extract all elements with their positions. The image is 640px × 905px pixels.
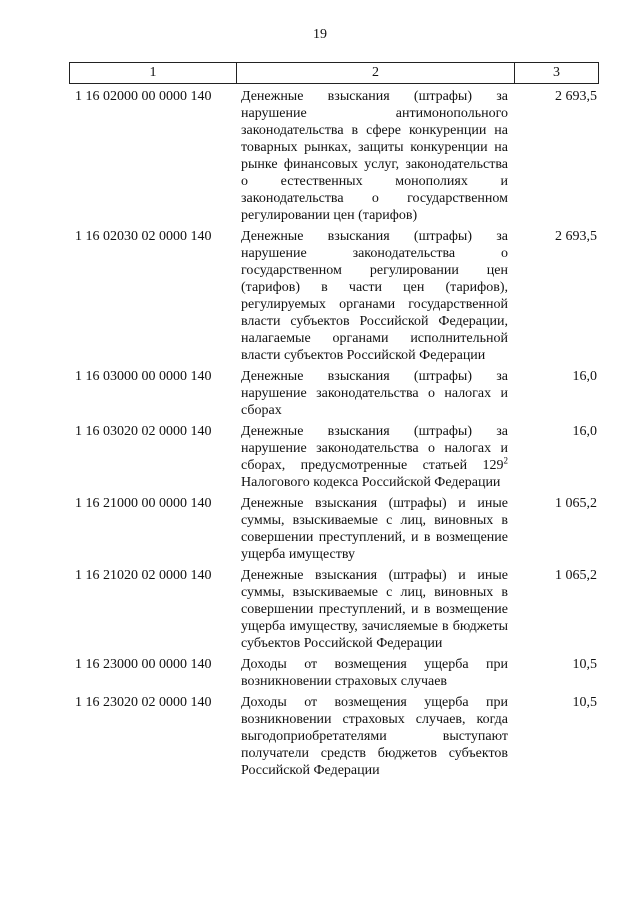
row-code: 1 16 21000 00 0000 140 bbox=[75, 496, 212, 511]
table-row bbox=[69, 495, 599, 563]
row-code: 1 16 21020 02 0000 140 bbox=[75, 568, 212, 583]
header-col-amount: 3 bbox=[553, 65, 560, 80]
row-description: Денежные взыскания (штрафы) за нарушение законодательства о государственном регулировании цен (тарифов) в части цен (тарифов), регулируемых органами государственной власти субъектов Российской Федерации, налагаемые органами исполнительной власти субъектов Российской Федерации bbox=[241, 229, 508, 363]
row-amount: 2 693,5 bbox=[555, 229, 597, 244]
table-row bbox=[69, 368, 599, 419]
table-row bbox=[69, 656, 599, 690]
row-description: Денежные взыскания (штрафы) за нарушение законодательства о налогах и сборах bbox=[241, 369, 508, 418]
table-body bbox=[69, 88, 599, 783]
table-row bbox=[69, 423, 599, 491]
row-description: Доходы от возмещения ущерба при возникновении страховых случаев bbox=[241, 657, 508, 689]
header-col-code: 1 bbox=[70, 63, 237, 83]
article-superscript: 2 bbox=[503, 455, 508, 466]
row-code: 1 16 03020 02 0000 140 bbox=[75, 424, 212, 439]
table-row bbox=[69, 694, 599, 779]
header-col-description: 2 bbox=[237, 63, 515, 83]
row-description-main: Денежные взыскания (штрафы) за нарушение законодательства о налогах и сборах, предусмотренные статьей 129 bbox=[241, 424, 508, 473]
table-row bbox=[69, 228, 599, 364]
table-row bbox=[69, 88, 599, 224]
row-code: 1 16 23020 02 0000 140 bbox=[75, 695, 212, 710]
row-amount: 1 065,2 bbox=[555, 568, 597, 583]
row-amount: 10,5 bbox=[572, 695, 597, 710]
row-description: Доходы от возмещения ущерба при возникновении страховых случаев, когда выгодоприобретателями выступают получатели средств бюджетов субъектов Российской Федерации bbox=[241, 695, 508, 778]
row-code: 1 16 02000 00 0000 140 bbox=[75, 89, 212, 104]
row-description: Денежные взыскания (штрафы) и иные суммы, взыскиваемые с лиц, виновных в совершении преступлений, и в возмещение ущерба имуществу bbox=[241, 496, 508, 562]
table-row bbox=[69, 567, 599, 652]
row-code: 1 16 03000 00 0000 140 bbox=[75, 369, 212, 384]
row-description-tail: Налогового кодекса Российской Федерации bbox=[241, 475, 501, 490]
page-number: 19 bbox=[313, 27, 327, 42]
row-code: 1 16 23000 00 0000 140 bbox=[75, 657, 212, 672]
row-amount: 10,5 bbox=[572, 657, 597, 672]
row-description bbox=[241, 423, 508, 491]
row-amount: 1 065,2 bbox=[555, 496, 597, 511]
row-description: Денежные взыскания (штрафы) за нарушение антимонопольного законодательства в сфере конкуренции на товарных рынках, защиты конкуренции на рынке финансовых услуг, законодательства о естественных монополиях и законодательства о государственном регулировании цен (тарифов) bbox=[241, 89, 508, 223]
row-code: 1 16 02030 02 0000 140 bbox=[75, 229, 212, 244]
row-amount: 16,0 bbox=[572, 369, 597, 384]
table-header bbox=[69, 62, 599, 84]
row-description: Денежные взыскания (штрафы) и иные суммы, взыскиваемые с лиц, виновных в совершении преступлений, и в возмещение ущерба имуществу, зачисляемые в бюджеты субъектов Российской Федерации bbox=[241, 568, 508, 651]
row-amount: 16,0 bbox=[572, 424, 597, 439]
row-amount: 2 693,5 bbox=[555, 89, 597, 104]
